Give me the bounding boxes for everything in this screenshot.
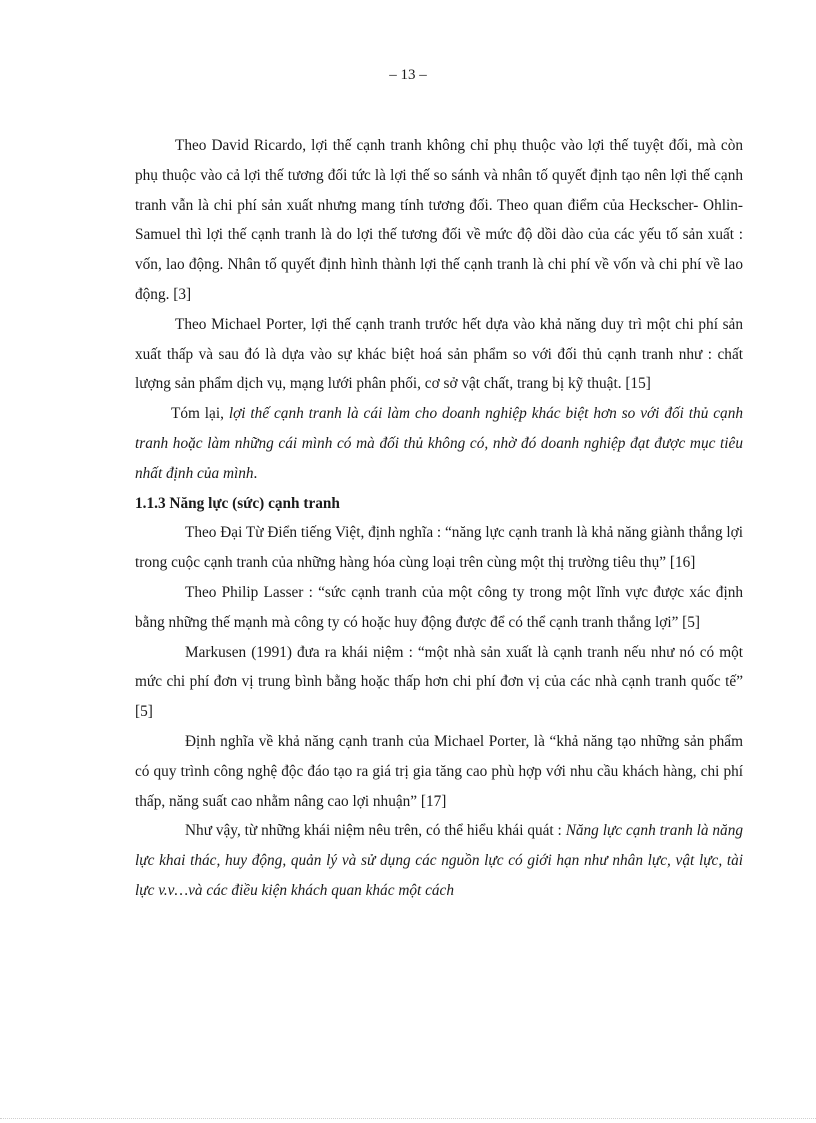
summary-definition: lợi thế cạnh tranh là cái làm cho doanh nghiệp khác biệt hơn so với đối thủ cạnh tranh hoặc làm những cái mình có mà đối thủ không có, nhờ đó doanh nghiệp đạt được mục tiêu nhất định của mình [135,405,744,482]
paragraph-porter-advantage: Theo Michael Porter, lợi thế cạnh tranh trước hết dựa vào khả năng duy trì một chi phí sản xuất thấp và sau đó là dựa vào sự khác biệt hoá sản phẩm so với đối thủ cạnh tranh như : chất lượng sản phẩm dịch vụ, mạng lưới phân phối, cơ sở vật chất, trang bị kỹ thuật. [15] [135,315,743,393]
summary-end: . [253,464,258,482]
page-bottom-rule [0,1118,816,1119]
page-number: – 13 – [389,67,427,83]
paragraph-conclusion [135,816,743,905]
paragraph-summary [135,399,743,488]
document-body [135,131,743,906]
conclusion-definition: Năng lực cạnh tranh là năng lực khai thác, huy động, quản lý và sử dụng các nguồn lực có giới hạn như nhân lực, vật lực, tài lực v.v…và các điều kiện khách quan khác một cách [135,822,744,899]
paragraph-lasser: Theo Philip Lasser : “sức cạnh tranh của một công ty trong một lĩnh vực được xác định bằng những thế mạnh mà công ty có hoặc huy động được để có thể cạnh tranh thắng lợi” [5] [135,583,743,631]
section-heading: 1.1.3 Năng lực (sức) cạnh tranh [135,494,340,512]
paragraph-markusen: Markusen (1991) đưa ra khái niệm : “một nhà sản xuất là cạnh tranh nếu như nó có một mức chi phí đơn vị trung bình bằng hoặc thấp hơn chi phí đơn vị của các nhà cạnh tranh quốc tế” [5] [135,643,743,721]
paragraph-porter-definition: Định nghĩa về khả năng cạnh tranh của Michael Porter, là “khả năng tạo những sản phẩm có quy trình công nghệ độc đáo tạo ra giá trị gia tăng cao phù hợp với nhu cầu khách hàng, chi phí thấp, năng suất cao nhằm nâng cao lợi nhuận” [17] [135,732,743,810]
summary-lead: Tóm lại, [171,405,229,423]
paragraph-dictionary: Theo Đại Từ Điển tiếng Việt, định nghĩa : “năng lực cạnh tranh là khả năng giành thắng lợi trong cuộc cạnh tranh của những hàng hóa cùng loại trên cùng một thị trường tiêu thụ” [16] [135,524,744,572]
conclusion-lead: Như vậy, từ những khái niệm nêu trên, có thể hiểu khái quát : [185,822,566,840]
paragraph-ricardo: Theo David Ricardo, lợi thế cạnh tranh không chỉ phụ thuộc vào lợi thế tuyệt đối, mà còn phụ thuộc vào cả lợi thế tương đối tức là lợi thế so sánh và nhân tố quyết định tạo nên lợi thế cạnh tranh vẫn là chi phí sản xuất nhưng mang tính tương đối. Theo quan điểm của Heckscher- Ohlin-Samuel thì lợi thế cạnh tranh là do lợi thế tương đối về mức độ dồi dào của các yếu tố sản xuất : vốn, lao động. Nhân tố quyết định hình thành lợi thế cạnh tranh là chi phí về vốn và chi phí về lao động. [3] [135,137,743,303]
